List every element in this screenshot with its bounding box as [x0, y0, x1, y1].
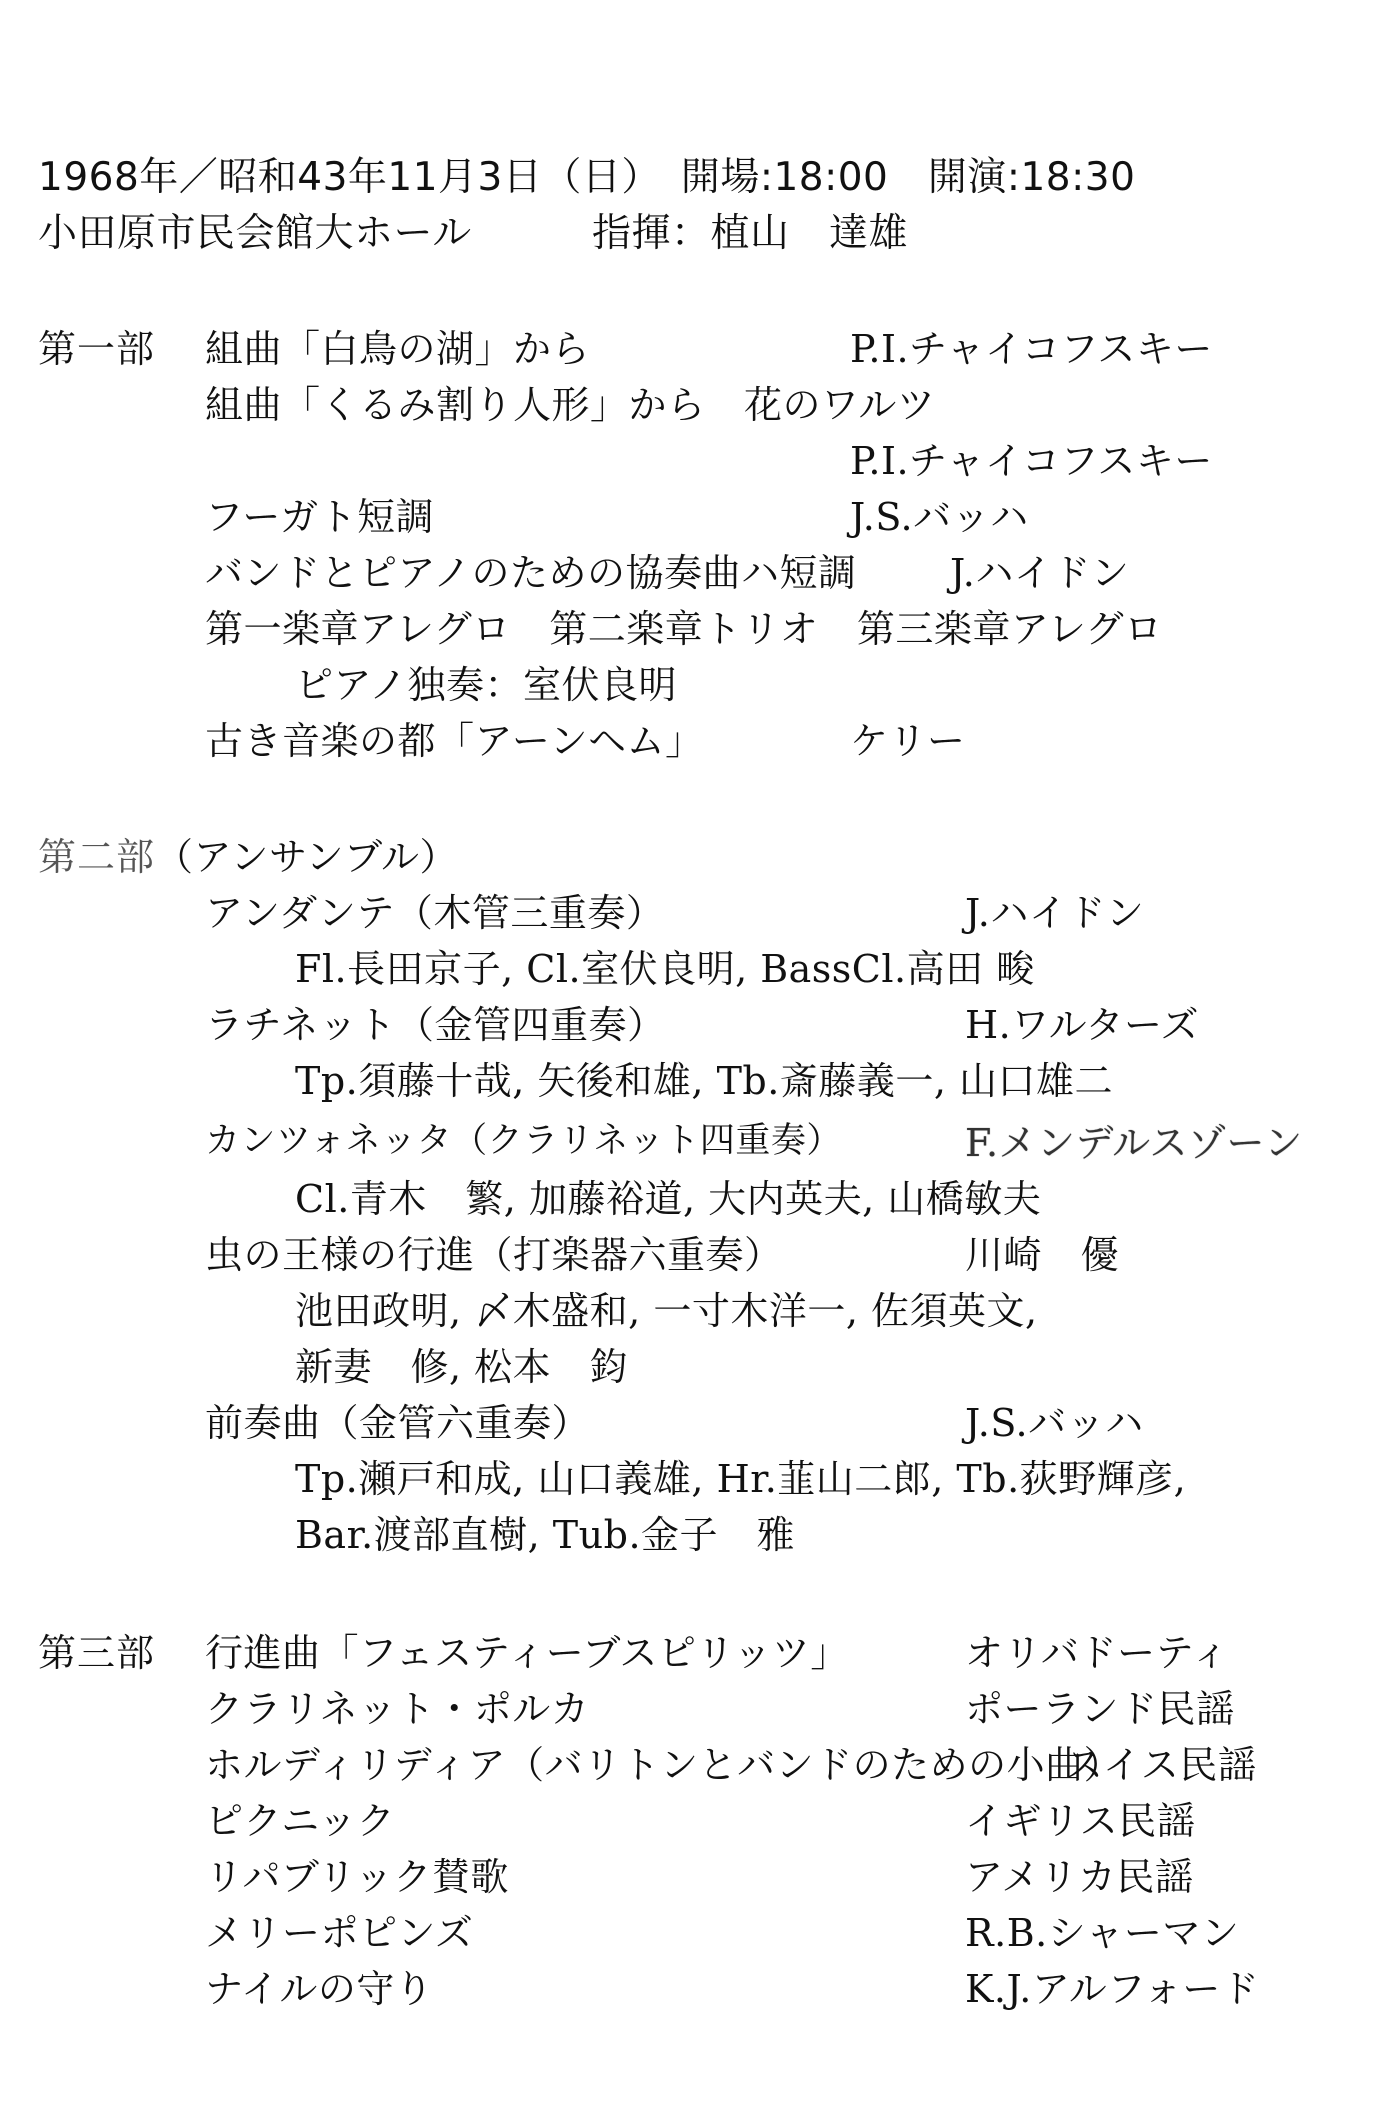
part2-item-players: Tp.瀬戸和成, 山口義雄, Hr.韮山二郎, Tb.荻野輝彦,	[295, 1457, 1187, 1501]
part3-item-title: リパブリック賛歌	[205, 1855, 509, 1899]
part3-item-composer: ポーランド民謡	[965, 1687, 1235, 1731]
part2-subtitle: （アンサンブル）	[155, 835, 459, 879]
part3-item-title: 行進曲「フェスティーブスピリッツ」	[205, 1631, 849, 1675]
part1-item-title: 古き音楽の都「アーンヘム」	[205, 719, 704, 763]
part1-soloist: ピアノ独奏：室伏良明	[295, 663, 677, 707]
part3-label: 第三部	[38, 1631, 156, 1675]
venue: 小田原市民会館大ホール	[38, 211, 472, 256]
part1-item-title: バンドとピアノのための協奏曲ハ短調	[205, 551, 857, 595]
part1-item-composer: P.I.チャイコフスキー	[850, 439, 1213, 483]
part1-item-composer: J.S.バッハ	[850, 495, 1029, 539]
part2-item-players: Fl.長田京子, Cl.室伏良明, BassCl.高田 畯	[295, 947, 1035, 991]
part1-item-composer: P.I.チャイコフスキー	[850, 327, 1213, 371]
part2-item-players: Bar.渡部直樹, Tub.金子 雅	[295, 1513, 796, 1557]
part2-item-composer: H.ワルターズ	[965, 1003, 1200, 1047]
part2-item-players: 新妻 修, 松本 鈞	[295, 1345, 629, 1389]
conductor: 指揮：植山 達雄	[592, 211, 909, 256]
part1-movements: 第一楽章アレグロ 第二楽章トリオ 第三楽章アレグロ	[205, 607, 1163, 651]
part3-item-title: クラリネット・ポルカ	[205, 1687, 590, 1731]
part2-item-players: Tp.須藤十哉, 矢後和雄, Tb.斎藤義一, 山口雄二	[295, 1059, 1113, 1103]
part1-item-title: フーガト短調	[205, 495, 435, 539]
part3-item-composer: アメリカ民謡	[965, 1855, 1194, 1899]
part2-item-composer: 川崎 優	[965, 1233, 1120, 1277]
part2-item-title: 虫の王様の行進（打楽器六重奏）	[205, 1233, 783, 1277]
part1-item-composer: ケリー	[850, 719, 966, 763]
part2-label: 第二部	[38, 835, 156, 879]
part3-item-composer: K.J.アルフォード	[965, 1967, 1260, 2011]
part3-item-title: ナイルの守り	[205, 1967, 434, 2011]
part3-item-composer: イギリス民謡	[965, 1799, 1196, 1843]
part1-item-composer: J.ハイドン	[950, 551, 1130, 595]
concert-date-times: 1968年／昭和43年11月3日（日） 開場:18:00 開演:18:30	[38, 155, 1136, 200]
part3-item-composer: R.B.シャーマン	[965, 1911, 1240, 1955]
part1-item-title: 組曲「くるみ割り人形」から 花のワルツ	[205, 383, 936, 427]
part3-item-title: メリーポピンズ	[205, 1911, 474, 1955]
part3-item-composer: スイス民謡	[1065, 1743, 1257, 1787]
part2-item-title: 前奏曲（金管六重奏）	[205, 1401, 591, 1445]
part1-label: 第一部	[38, 327, 156, 371]
part2-item-title: アンダンテ（木管三重奏）	[205, 891, 665, 935]
part2-item-title: ラチネット（金管四重奏）	[205, 1003, 666, 1047]
part2-item-title: カンツォネッタ（クラリネット四重奏）	[205, 1121, 842, 1161]
part3-item-title: ピクニック	[205, 1799, 396, 1843]
part2-item-composer: F.メンデルスゾーン	[965, 1121, 1303, 1165]
part2-item-composer: J.ハイドン	[965, 891, 1145, 935]
part3-item-composer: オリバドーティ	[965, 1631, 1230, 1675]
part3-item-title: ホルディリディア（バリトンとバンドのための小曲）	[205, 1743, 1123, 1787]
part1-item-title: 組曲「白鳥の湖」から	[205, 327, 591, 371]
part2-item-composer: J.S.バッハ	[965, 1401, 1144, 1445]
part2-item-players: 池田政明, 〆木盛和, 一寸木洋一, 佐須英文,	[295, 1289, 1038, 1333]
part2-item-players: Cl.青木 繁, 加藤裕道, 大内英夫, 山橋敏夫	[295, 1177, 1042, 1221]
